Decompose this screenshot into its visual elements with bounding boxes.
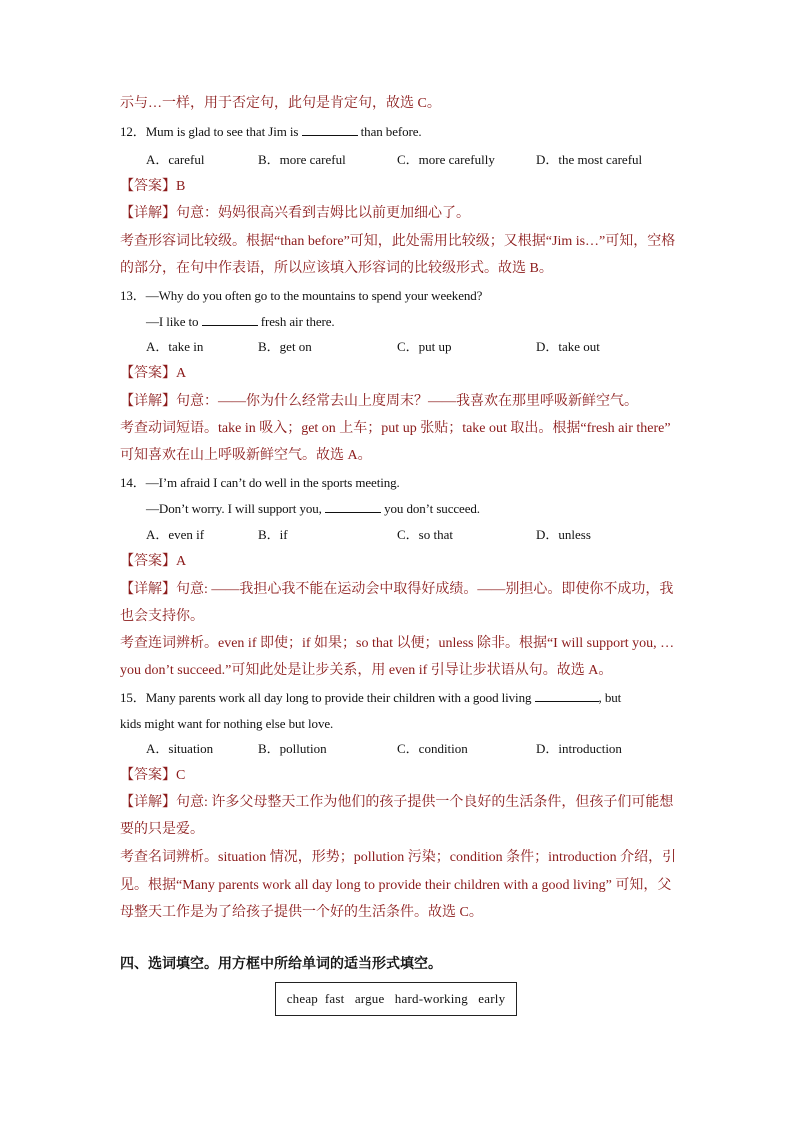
q12-detail: 【详解】句意：妈妈很高兴看到吉姆比以前更加细心了。 — [120, 206, 470, 221]
q14-detail-line2: 也会支持你。 — [120, 609, 204, 624]
q15-option-c: C．condition — [397, 741, 468, 756]
section-4-heading: 四、选词填空。用方框中所给单词的适当形式填空。 — [120, 957, 442, 972]
q14-answer: 【答案】A — [120, 554, 187, 569]
q14-blank — [325, 500, 381, 513]
q15-detail-line2: 要的只是爱。 — [120, 822, 204, 837]
q14-option-c: C．so that — [397, 527, 453, 542]
q15-detail-line1: 【详解】句意: 许多父母整天工作为他们的孩子提供一个良好的生活条件，但孩子们可能想 — [120, 795, 674, 810]
q14-option-d: D．unless — [536, 527, 591, 542]
q13-stem-start: —I like to — [146, 314, 199, 329]
q13-explanation-line1: 考查动词短语。take in 吸入；get on 上车；put up 张贴；take out 取出。根据“fresh air there” — [120, 421, 671, 436]
q12-option-a: A．careful — [146, 152, 205, 167]
q15-blank — [535, 689, 599, 702]
q14-stem-end: you don’t succeed. — [384, 501, 480, 516]
q15-stem-end: , but — [598, 690, 622, 705]
q14-stem-start: —Don’t worry. I will support you, — [146, 501, 322, 516]
q12-stem — [120, 122, 422, 142]
q15-stem-line1 — [120, 688, 621, 708]
q12-explanation-line2: 的部分，在句中作表语，所以应该填入形容词的比较级形式。故选 B。 — [120, 261, 553, 276]
q12-blank — [302, 123, 358, 136]
q15-explanation-line3: 母整天工作是为了给孩子提供一个好的生活条件。故选 C。 — [120, 905, 483, 920]
q13-option-d: D．take out — [536, 339, 600, 354]
q12-option-d: D．the most careful — [536, 152, 643, 167]
q15-stem-line2: kids might want for nothing else but love. — [120, 716, 334, 731]
q12-option-c: C．more carefully — [397, 152, 495, 167]
q12-option-b: B．more careful — [258, 152, 346, 167]
q15-answer: 【答案】C — [120, 768, 186, 783]
q15-stem-start: 15．Many parents work all day long to provide their children with a good living — [120, 690, 532, 705]
q14-explanation-line2: you don’t succeed.”可知此处是让步关系，用 even if 引导让步状语从句。故选 A。 — [120, 663, 613, 678]
q13-option-b: B．get on — [258, 339, 312, 354]
q14-option-b: B．if — [258, 527, 288, 542]
q14-explanation-line1: 考查连词辨析。even if 即使；if 如果；so that 以便；unless 除非。根据“I will support you, … — [120, 636, 675, 651]
q13-detail: 【详解】句意：——你为什么经常去山上度周末？——我喜欢在那里呼吸新鲜空气。 — [120, 394, 638, 409]
q15-option-b: B．pollution — [258, 741, 327, 756]
q13-option-c: C．put up — [397, 339, 452, 354]
q14-stem-line2 — [146, 499, 480, 519]
q14-stem-line1: 14．—I’m afraid I can’t do well in the sports meeting. — [120, 475, 400, 490]
q13-answer: 【答案】A — [120, 366, 187, 381]
q15-explanation-line1: 考查名词辨析。situation 情况，形势；pollution 污染；condition 条件；introduction 介绍，引 — [120, 850, 677, 865]
word-bank-words: cheap fast argue hard-working early — [286, 991, 506, 1006]
previous-explanation-end: 示与…一样，用于否定句，此句是肯定句，故选 C。 — [120, 96, 441, 111]
q13-blank — [202, 313, 258, 326]
q13-explanation-line2: 可知喜欢在山上呼吸新鲜空气。故选 A。 — [120, 448, 372, 463]
q14-detail-line1: 【详解】句意: ——我担心我不能在运动会中取得好成绩。——别担心。即使你不成功，我 — [120, 582, 674, 597]
q14-option-a: A．even if — [146, 527, 205, 542]
word-bank-box — [275, 982, 517, 1016]
q13-option-a: A．take in — [146, 339, 204, 354]
q13-stem-end: fresh air there. — [260, 314, 335, 329]
q12-explanation-line1: 考查形容词比较级。根据“than before”可知，此处需用比较级；又根据“Jim is…”可知，空格 — [120, 234, 676, 249]
q13-stem-line2 — [146, 312, 335, 332]
q15-explanation-line2: 见。根据“Many parents work all day long to provide their children with a good living” 可知，父 — [120, 878, 672, 893]
q15-option-a: A．situation — [146, 741, 214, 756]
q15-option-d: D．introduction — [536, 741, 622, 756]
q12-answer: 【答案】B — [120, 179, 186, 194]
q13-stem-line1: 13．—Why do you often go to the mountains to spend your weekend? — [120, 288, 483, 303]
q12-stem-end: than before. — [360, 124, 422, 139]
q12-stem-start: 12．Mum is glad to see that Jim is — [120, 124, 299, 139]
